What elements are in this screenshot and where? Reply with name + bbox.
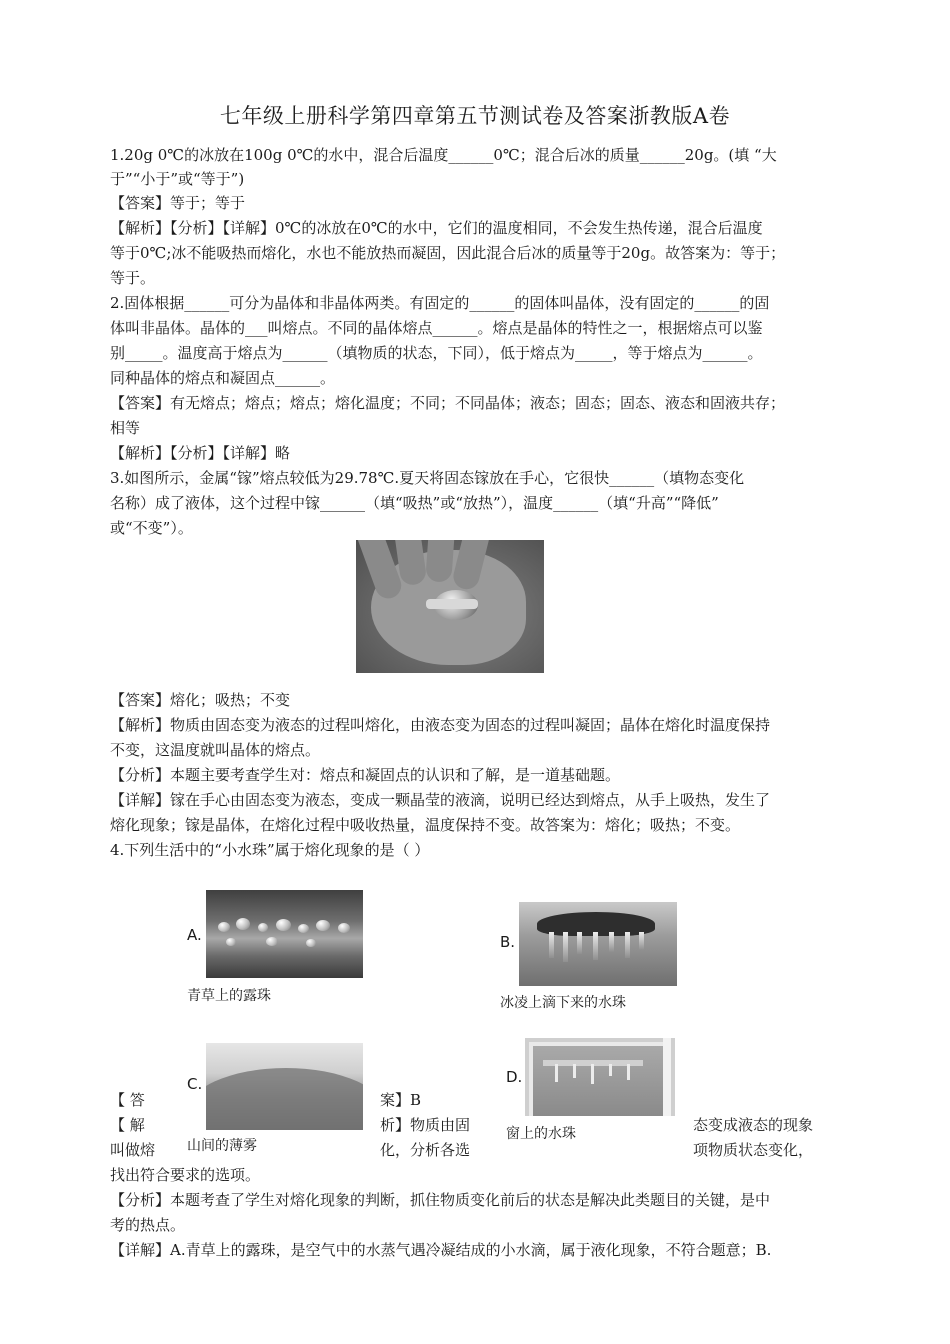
option-b-caption: 冰凌上滴下来的水珠: [500, 995, 626, 1011]
q1-analysis-1: 【解析】【分析】【详解】0℃的冰放在0℃的水中，它们的温度相同，不会发生热传递，混合后温度: [110, 219, 763, 237]
q2-line-3: 别_____。温度高于熔点为______（填物质的状态，下同），低于熔点为_____，等于熔点为______。: [110, 344, 763, 362]
q2-line-2: 体叫非晶体。晶体的___叫熔点。不同的晶体熔点______。熔点是晶体的特性之一，根据熔点可以鉴: [110, 319, 763, 337]
page-title: 七年级上册科学第四章第五节测试卷及答案浙教版A卷: [219, 104, 731, 128]
q4-answer-part-1: 【 答: [110, 1091, 145, 1109]
q3-fenxi: 【分析】本题主要考查学生对：熔点和凝固点的认识和了解，是一道基础题。: [110, 766, 621, 784]
option-d-caption: 窗上的水珠: [506, 1126, 576, 1142]
q4-analysis-end: 找出符合要求的选项。: [110, 1166, 261, 1184]
q4-detail: 【详解】A.青草上的露珠，是空气中的水蒸气遇冷凝结成的小水滴，属于液化现象，不符合题意；B.: [110, 1241, 772, 1259]
q4-analysis-part-1: 【 解: [110, 1116, 145, 1134]
q4-question: 4.下列生活中的“小水珠”属于熔化现象的是（ ）: [110, 841, 430, 859]
option-d-image: [525, 1038, 675, 1116]
q4-analysis-part-5: 化，分析各选: [380, 1141, 471, 1159]
q3-analysis-2: 不变，这温度就叫晶体的熔点。: [110, 741, 321, 759]
q3-analysis-1: 【解析】物质由固态变为液态的过程叫熔化，由液态变为固态的过程叫凝固；晶体在熔化时温度保持: [110, 716, 771, 734]
q3-answer: 【答案】熔化；吸热；不变: [110, 691, 291, 709]
q2-answer-1: 【答案】有无熔点；熔点；熔点；熔化温度；不同；不同晶体；液态；固态；固态、液态和固液共存；: [110, 394, 786, 412]
option-c-caption: 山间的薄雾: [187, 1138, 257, 1154]
q1-line-1: 1.20g 0℃的冰放在100g 0℃的水中，混合后温度______0℃；混合后冰的质量______20g。(填 “大: [110, 146, 777, 164]
q2-answer-2: 相等: [110, 419, 141, 437]
q1-analysis-2: 等于0℃;冰不能吸热而熔化，水也不能放热而凝固，因此混合后冰的质量等于20g。故答案为：等于；: [110, 244, 786, 262]
gallium-in-hand-image: [356, 540, 544, 673]
q3-detail-1: 【详解】镓在手心由固态变为液态，变成一颗晶莹的液滴，说明已经达到熔点，从手上吸热，发生了: [110, 791, 771, 809]
q4-fenxi-2: 考的热点。: [110, 1216, 186, 1234]
q4-analysis-part-3: 态变成液态的现象: [693, 1116, 814, 1134]
option-a-image: [206, 890, 363, 978]
option-b-letter: B.: [500, 933, 516, 951]
q4-fenxi-1: 【分析】本题考查了学生对熔化现象的判断，抓住物质变化前后的状态是解决此类题目的关键，是中: [110, 1191, 771, 1209]
q3-line-2: 名称）成了液体，这个过程中镓______（填“吸热”或“放热”），温度______（填“升高”“降低”: [110, 494, 719, 512]
q2-line-1: 2.固体根据______可分为晶体和非晶体两类。有固定的______的固体叫晶体，没有固定的______的固: [110, 294, 770, 312]
q3-line-1: 3.如图所示，金属“镓”熔点较低为29.78℃.夏天将固态镓放在手心，它很快______（填物态变化: [110, 469, 745, 487]
q4-analysis-part-2: 析】物质由固: [380, 1116, 471, 1134]
q4-analysis-part-6: 项物质状态变化，: [693, 1141, 814, 1159]
q4-analysis-part-4: 叫做熔: [110, 1141, 156, 1159]
option-b-image: [519, 902, 677, 986]
q1-analysis-3: 等于。: [110, 269, 156, 287]
option-d-letter: D.: [506, 1068, 523, 1086]
q1-line-2: 于”“小于”或“等于”): [110, 170, 245, 188]
q3-detail-2: 熔化现象；镓是晶体，在熔化过程中吸收热量，温度保持不变。故答案为：熔化；吸热；不变。: [110, 816, 741, 834]
option-c-image: [206, 1043, 363, 1130]
option-a-letter: A.: [187, 926, 202, 944]
q1-answer: 【答案】等于；等于: [110, 194, 246, 212]
option-c-letter: C.: [187, 1075, 203, 1093]
q4-answer-part-2: 案】B: [380, 1091, 422, 1109]
q2-line-4: 同种晶体的熔点和凝固点______。: [110, 369, 336, 387]
option-a-caption: 青草上的露珠: [187, 988, 271, 1004]
q2-analysis: 【解析】【分析】【详解】略: [110, 444, 291, 462]
q3-line-3: 或“不变”）。: [110, 519, 193, 537]
